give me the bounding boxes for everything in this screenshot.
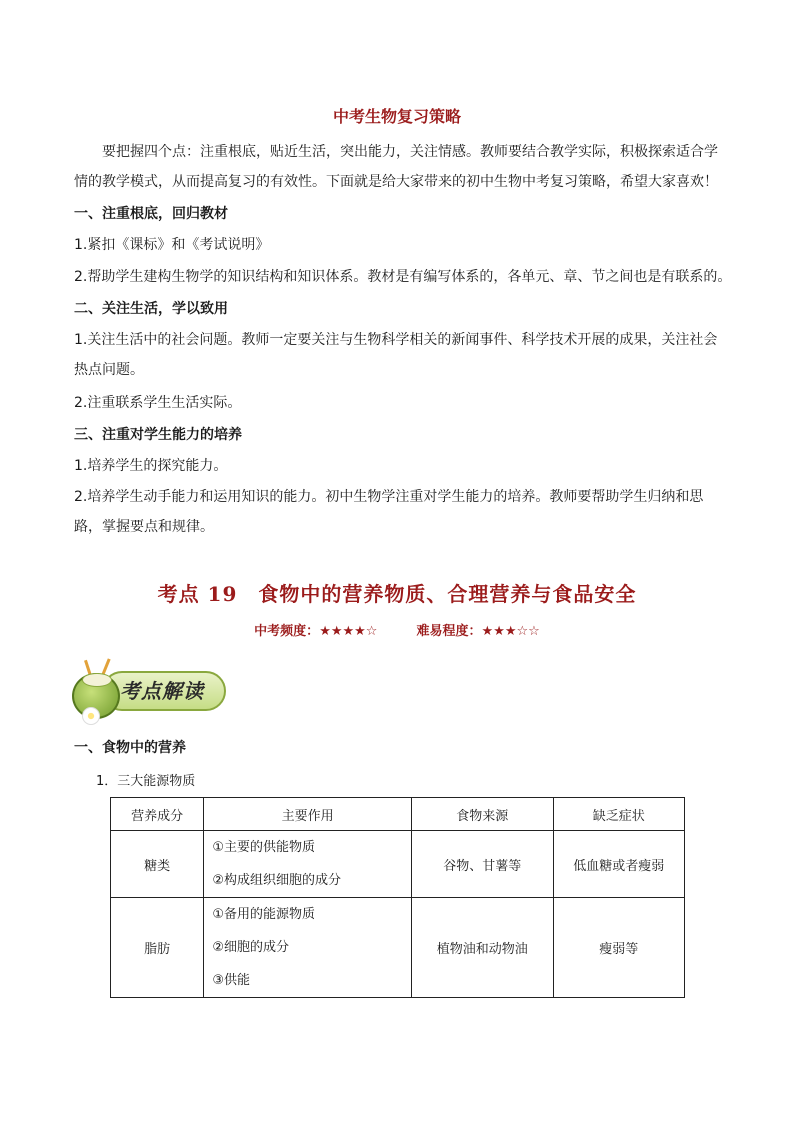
intro-paragraph: 要把握四个点：注重根底，贴近生活，突出能力，关注情感。教师要结合教学实际，积极探索适合学情的教学模式，从而提高复习的有效性。下面就是给大家带来的初中生物中考复习策略，希望大家喜欢！ xyxy=(74,144,718,190)
section-3-item-2: 2.培养学生动手能力和运用知识的能力。初中生物学注重对学生能力的培养。教师要帮助学生归纳和思路，掌握要点和规律。 xyxy=(74,489,704,535)
difficulty-stars: ★★★☆☆ xyxy=(481,624,540,639)
food-source: 谷物、甘薯等 xyxy=(412,831,553,898)
section-heading-2: 二、关注生活，学以致用 xyxy=(74,301,228,317)
frequency-line xyxy=(0,620,794,639)
section-food-nutrition: 一、食物中的营养 xyxy=(74,740,186,756)
section-2-item-2: 2.注重联系学生生活实际。 xyxy=(74,395,242,411)
section-2-item-1: 1.关注生活中的社会问题。教师一定要关注与生物科学相关的新闻事件、科学技术开展的成果，关注社会热点问题。 xyxy=(74,332,718,378)
function-item: ①主要的供能物质 xyxy=(212,840,315,855)
section-1-item-2: 2.帮助学生建构生物学的知识结构和知识体系。教材是有编写体系的，各单元、章、节之间也是有联系的。 xyxy=(74,269,732,285)
kaodian-badge xyxy=(68,657,230,723)
nutrient-functions xyxy=(204,831,412,898)
freq-stars: ★★★★☆ xyxy=(319,624,378,639)
difficulty-label: 难易程度： xyxy=(416,624,482,639)
doc-title: 中考生物复习策略 xyxy=(332,107,461,126)
nutrient-functions xyxy=(204,898,412,998)
nutrient-name: 脂肪 xyxy=(111,898,204,998)
function-item: ①备用的能源物质 xyxy=(212,907,315,922)
kaodian-title: 考点 19 食物中的营养物质、合理营养与食品安全 xyxy=(157,582,637,606)
deficiency-symptom: 低血糖或者瘦弱 xyxy=(553,831,684,898)
flower-icon xyxy=(82,707,100,725)
nutrient-name: 糖类 xyxy=(111,831,204,898)
function-item: ③供能 xyxy=(212,973,250,988)
badge-label: 考点解读 xyxy=(120,679,204,703)
subsection-energy: 1．三大能源物质 xyxy=(96,774,196,789)
function-item: ②细胞的成分 xyxy=(212,940,289,955)
food-source: 植物油和动物油 xyxy=(412,898,553,998)
deficiency-symptom: 瘦弱等 xyxy=(553,898,684,998)
freq-label: 中考频度： xyxy=(254,624,320,639)
table-row xyxy=(111,898,685,998)
function-item: ②构成组织细胞的成分 xyxy=(212,873,341,888)
header-function: 主要作用 xyxy=(204,798,412,831)
header-source: 食物来源 xyxy=(412,798,553,831)
section-heading-1: 一、注重根底，回归教材 xyxy=(74,206,228,222)
header-symptom: 缺乏症状 xyxy=(553,798,684,831)
nutrient-table xyxy=(110,797,685,998)
section-heading-3: 三、注重对学生能力的培养 xyxy=(74,427,242,443)
table-header-row xyxy=(111,798,685,831)
header-nutrient: 营养成分 xyxy=(111,798,204,831)
section-1-item-1: 1.紧扣《课标》和《考试说明》 xyxy=(74,237,270,253)
section-3-item-1: 1.培养学生的探究能力。 xyxy=(74,458,228,474)
coconut-opening xyxy=(82,673,112,687)
table-row xyxy=(111,831,685,898)
